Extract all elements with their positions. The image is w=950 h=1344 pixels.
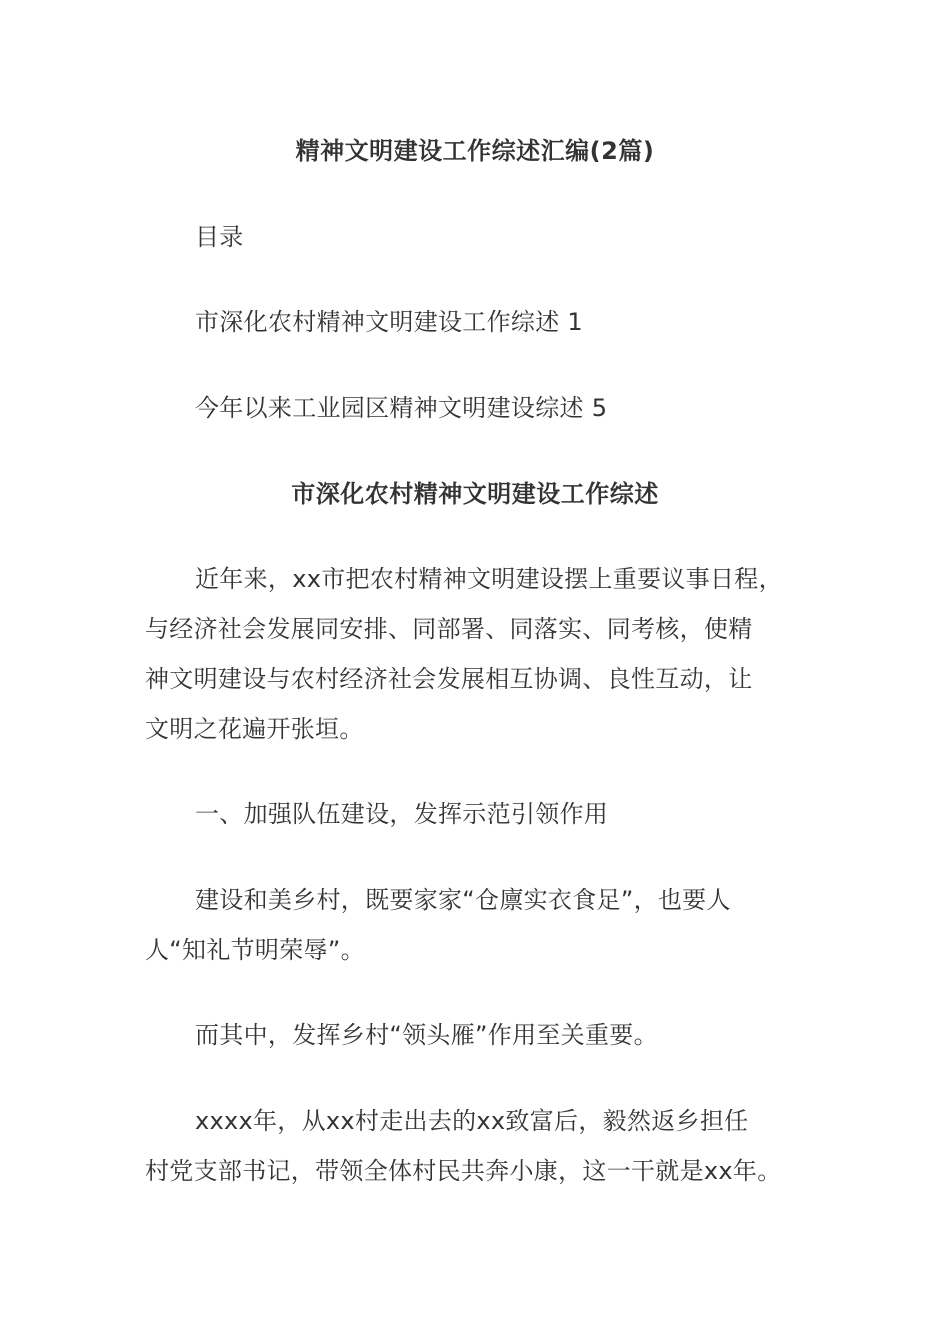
paragraph-line: 人“知礼节明荣辱”。 bbox=[145, 936, 365, 964]
paragraph-line: 近年来，xx市把农村精神文明建设摆上重要议事日程， bbox=[195, 565, 783, 593]
paragraph-line: 与经济社会发展同安排、同部署、同落实、同考核，使精 bbox=[145, 615, 753, 643]
document-title: 精神文明建设工作综述汇编(2篇) bbox=[295, 137, 655, 165]
paragraph-line: 建设和美乡村，既要家家“仓廪实衣食足”，也要人 bbox=[195, 886, 731, 914]
subheading: 一、加强队伍建设，发挥示范引领作用 bbox=[195, 800, 609, 828]
paragraph-line: xxxx年，从xx村走出去的xx致富后，毅然返乡担任 bbox=[195, 1107, 749, 1135]
toc-item[interactable]: 今年以来工业园区精神文明建设综述 5 bbox=[195, 394, 608, 422]
section-title: 市深化农村精神文明建设工作综述 bbox=[291, 480, 659, 508]
toc-item[interactable]: 市深化农村精神文明建设工作综述 1 bbox=[195, 308, 583, 336]
paragraph-line: 文明之花遍开张垣。 bbox=[145, 715, 364, 743]
paragraph-line: 村党支部书记，带领全体村民共奔小康，这一干就是xx年。 bbox=[145, 1157, 782, 1185]
paragraph-line: 神文明建设与农村经济社会发展相互协调、良性互动，让 bbox=[145, 665, 753, 693]
toc-heading: 目录 bbox=[195, 223, 244, 251]
paragraph-line: 而其中，发挥乡村“领头雁”作用至关重要。 bbox=[195, 1021, 658, 1049]
